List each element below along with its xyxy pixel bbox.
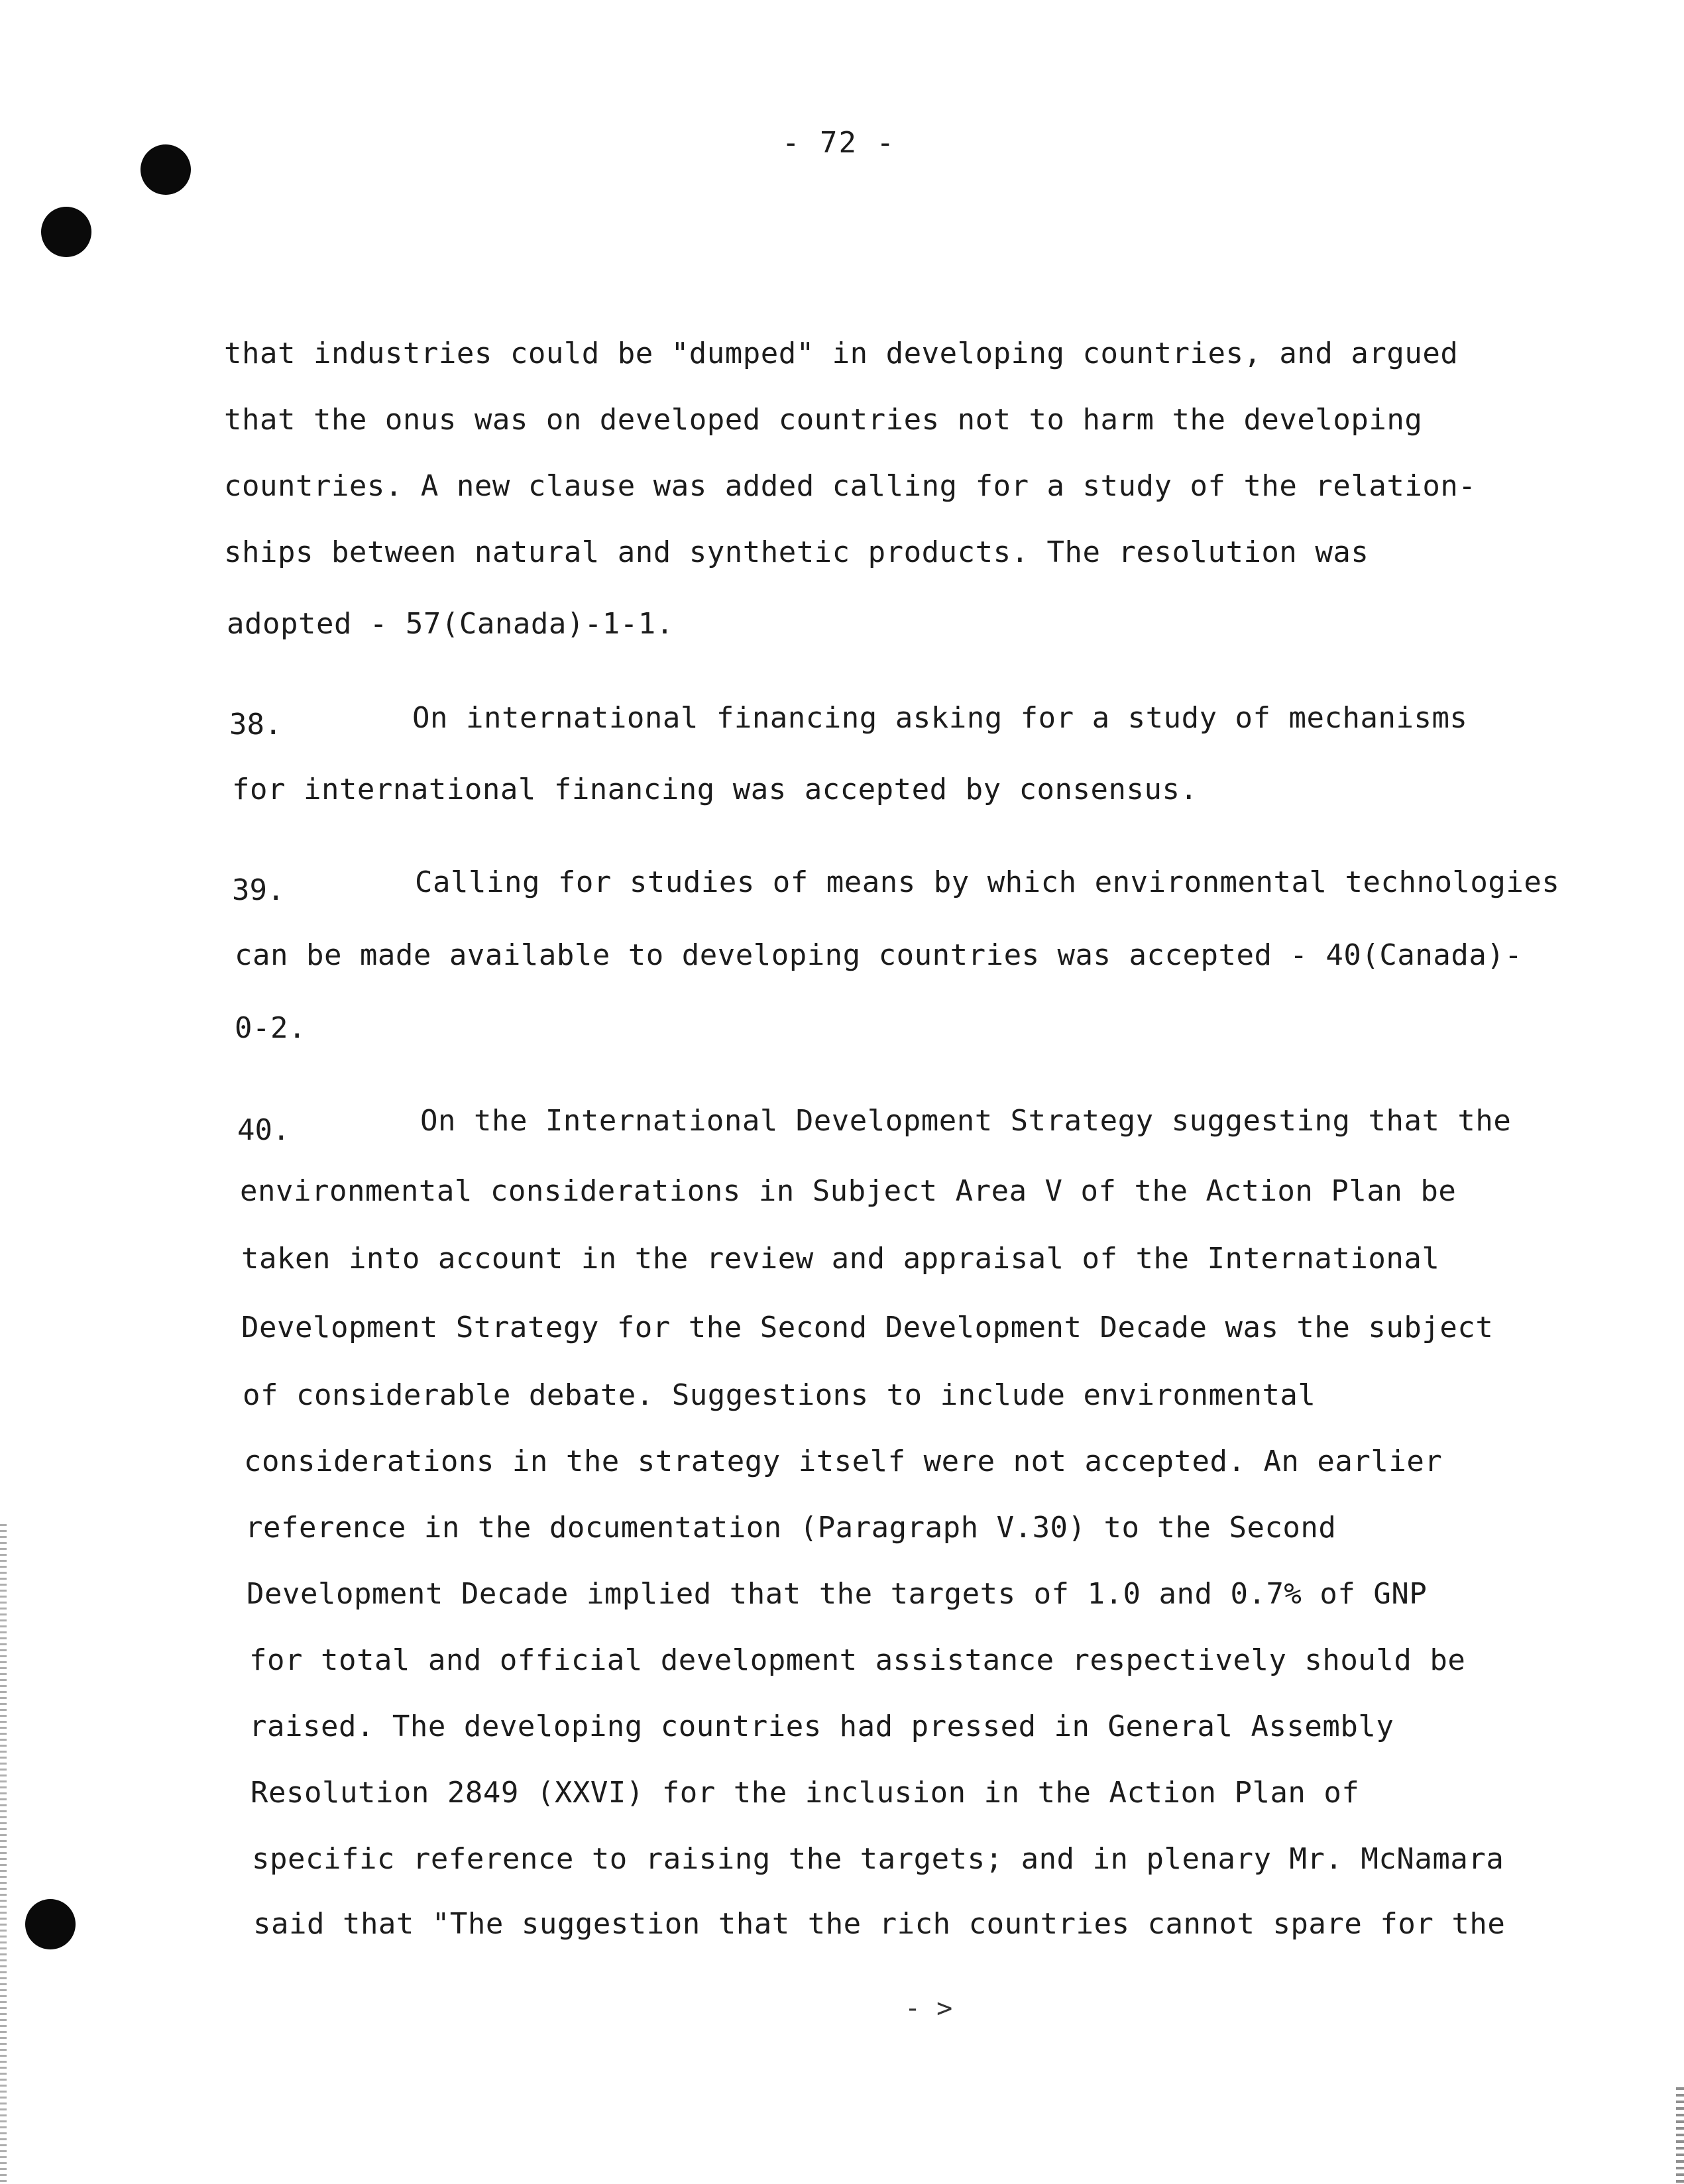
body-line: specific reference to raising the targets; and in plenary Mr. McNamara	[252, 1842, 1504, 1876]
scan-edge-noise	[0, 1524, 7, 2184]
paragraph-number: 39.	[232, 873, 285, 907]
body-line: considerations in the strategy itself were not accepted. An earlier	[244, 1445, 1443, 1478]
body-line: Development Decade implied that the targets of 1.0 and 0.7% of GNP	[247, 1577, 1428, 1611]
punch-hole	[25, 1899, 76, 1949]
body-line: Calling for studies of means by which environmental technologies	[415, 865, 1560, 899]
body-line: can be made available to developing countries was accepted - 40(Canada)-	[235, 938, 1523, 972]
body-line: that industries could be "dumped" in developing countries, and argued	[224, 337, 1459, 370]
scan-edge-noise	[1676, 2087, 1684, 2184]
body-line: Development Strategy for the Second Development Decade was the subject	[241, 1311, 1494, 1344]
body-line: taken into account in the review and appraisal of the International	[241, 1242, 1440, 1276]
body-line: Resolution 2849 (XXVI) for the inclusion in the Action Plan of	[251, 1776, 1360, 1810]
body-line: of considerable debate. Suggestions to include environmental	[243, 1378, 1316, 1412]
body-line: for total and official development assistance respectively should be	[249, 1643, 1466, 1677]
continuation-mark: - >	[905, 1993, 953, 2024]
body-line: that the onus was on developed countries not to harm the developing	[224, 403, 1423, 437]
body-line: reference in the documentation (Paragraph V.30) to the Second	[245, 1511, 1337, 1545]
punch-hole	[140, 144, 191, 195]
body-line: countries. A new clause was added calling for a study of the relation-	[224, 469, 1477, 503]
body-line: On international financing asking for a study of mechanisms	[412, 701, 1468, 735]
body-line: adopted - 57(Canada)-1-1.	[227, 607, 674, 641]
body-line: ships between natural and synthetic products. The resolution was	[224, 535, 1369, 569]
body-line: for international financing was accepted by consensus.	[232, 773, 1198, 806]
page-number: - 72 -	[782, 126, 895, 160]
body-line: 0-2.	[235, 1011, 306, 1045]
paragraph-number: 38.	[229, 708, 282, 741]
body-line: raised. The developing countries had pressed in General Assembly	[249, 1710, 1394, 1743]
body-line: environmental considerations in Subject Area V of the Action Plan be	[240, 1174, 1457, 1208]
paragraph-number: 40.	[237, 1113, 290, 1147]
body-line: On the International Development Strategy suggesting that the	[420, 1104, 1512, 1138]
punch-hole	[41, 207, 91, 257]
body-line: said that "The suggestion that the rich countries cannot spare for the	[253, 1907, 1506, 1941]
